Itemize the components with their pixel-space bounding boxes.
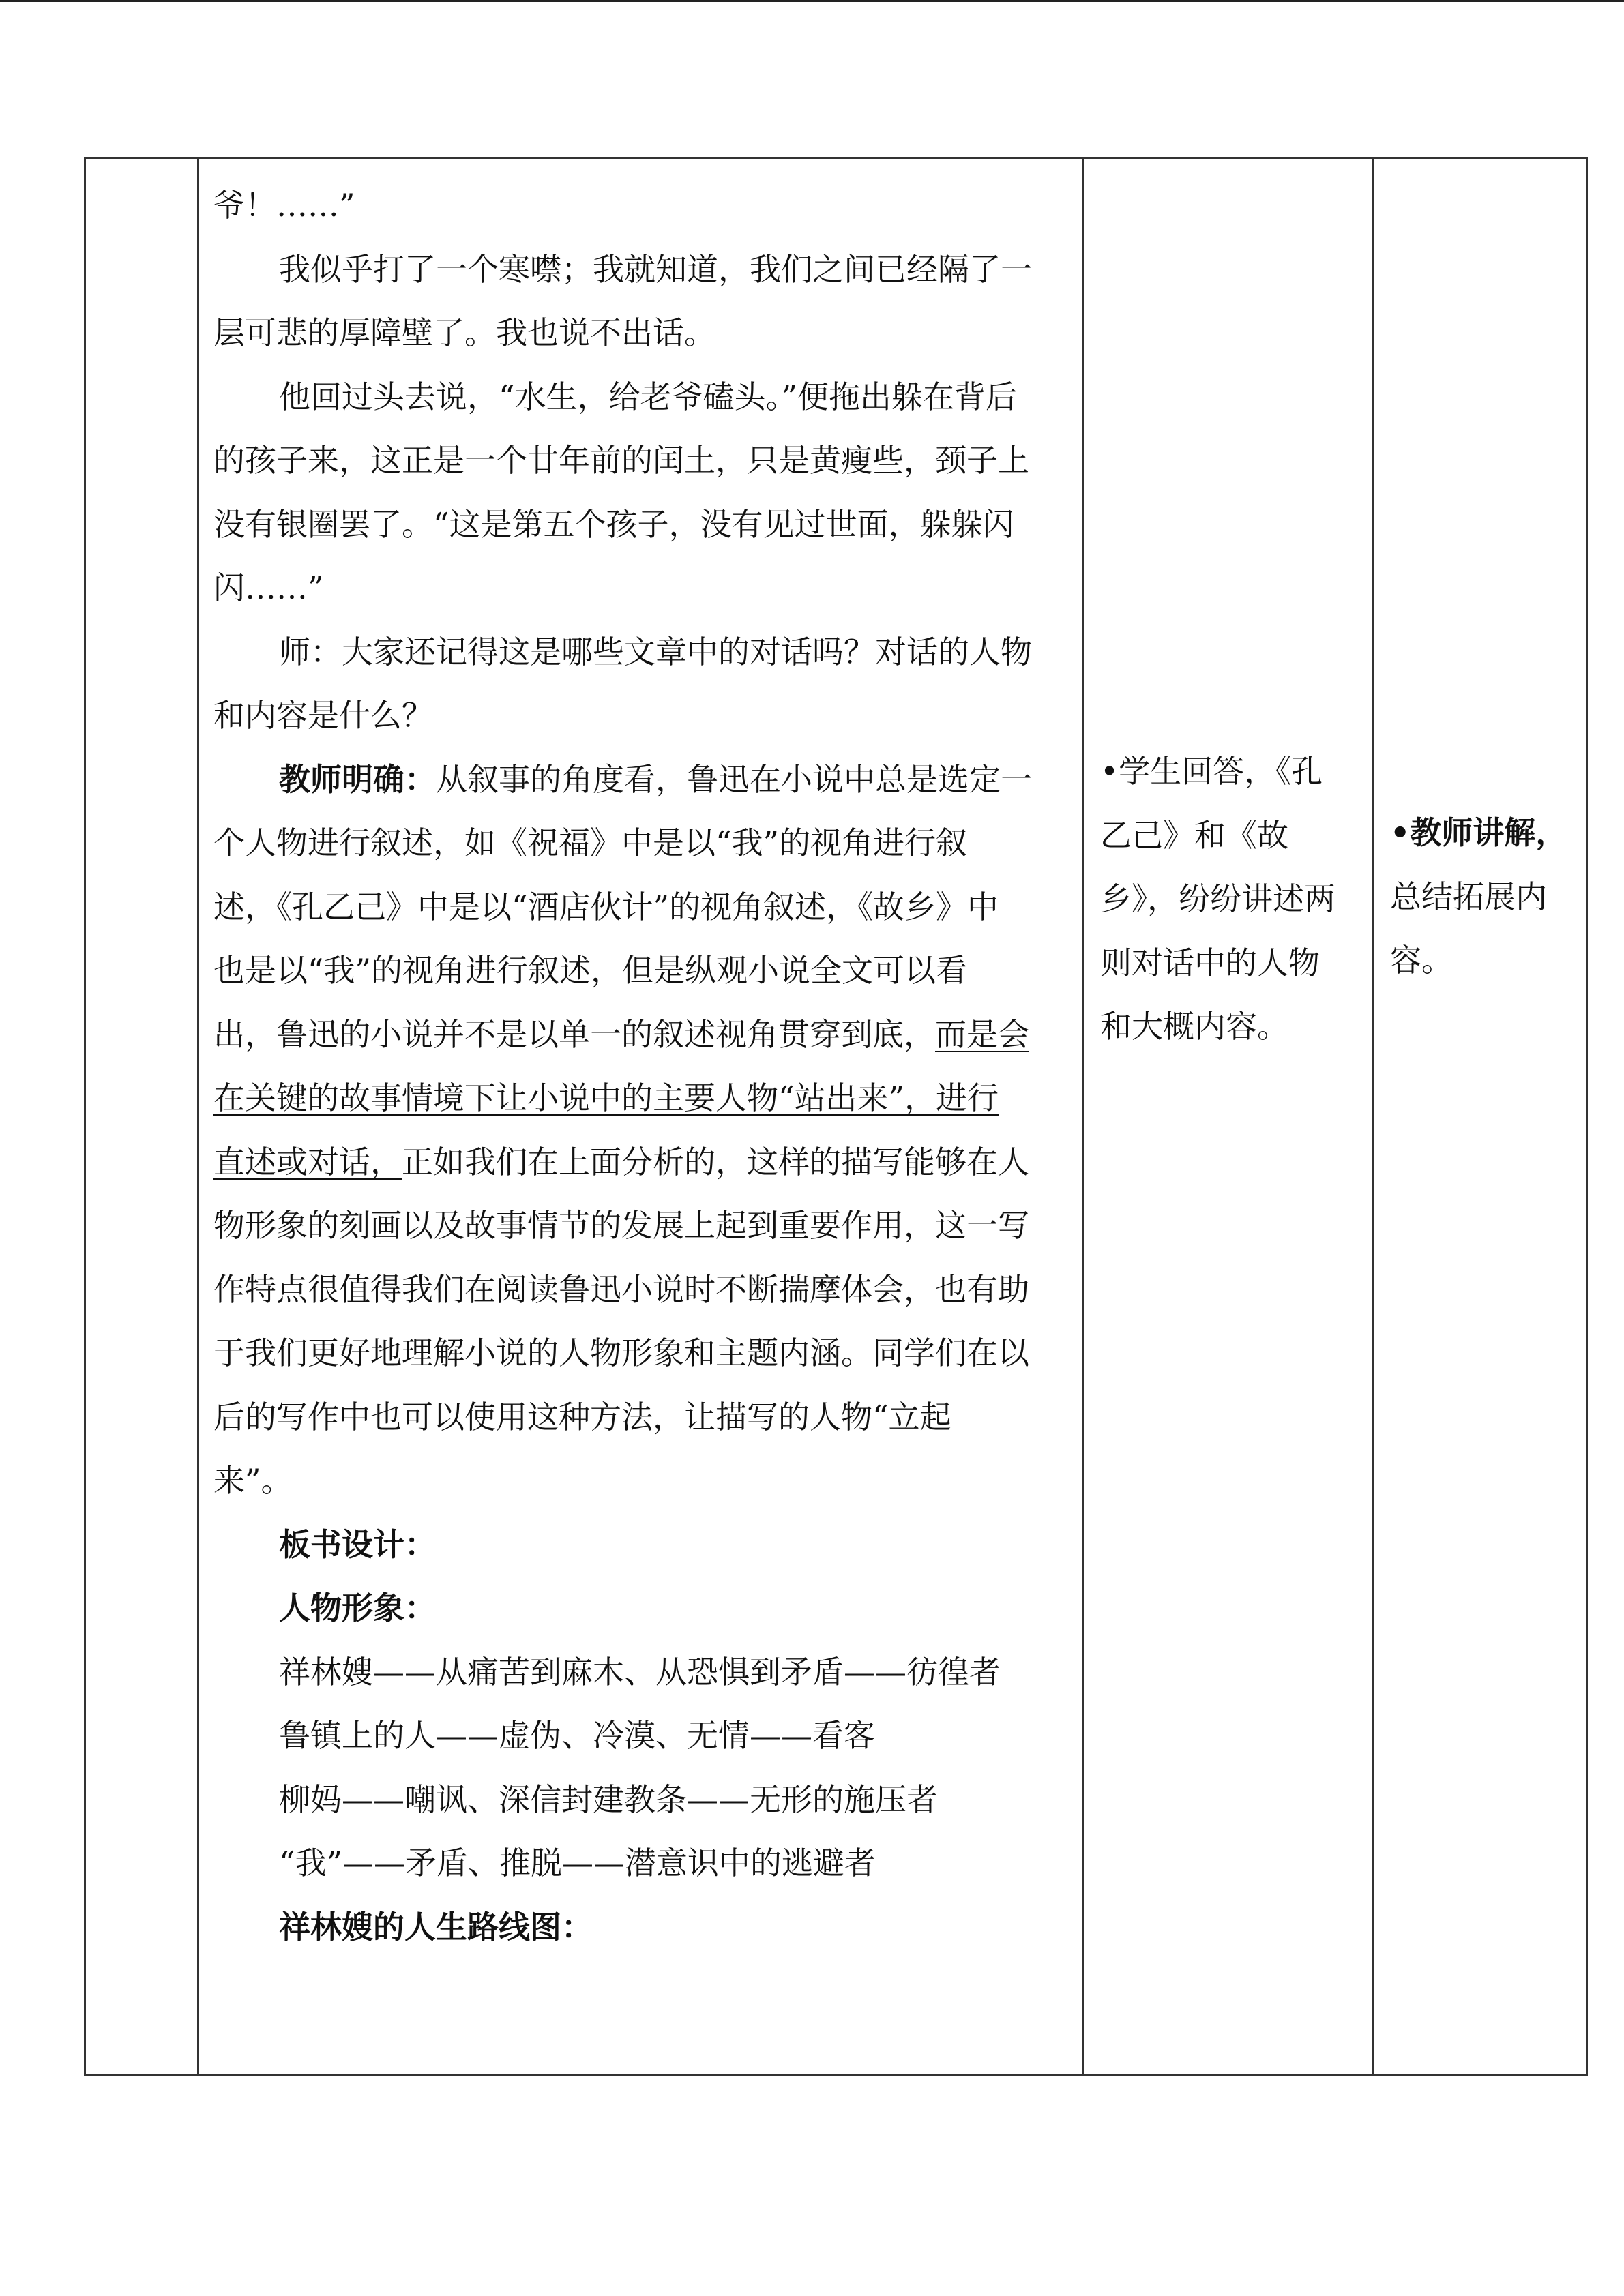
text-line: 爷！……” xyxy=(213,187,355,224)
text-line: 师：大家还记得这是哪些文章中的对话吗？对话的人物 xyxy=(279,633,1032,670)
blackboard-design-heading: 板书设计： xyxy=(279,1525,436,1563)
character-image-heading: 人物形象： xyxy=(279,1590,436,1626)
teacher-clarification-label: 教师明确： xyxy=(279,760,436,798)
teaching-content-cell xyxy=(198,159,1083,2074)
teacher-activity-line: 总结拓展内 xyxy=(1390,878,1547,915)
text-line: 我似乎打了一个寒噤；我就知道，我们之间已经隔了一 xyxy=(279,250,1032,288)
text-line: 来”。 xyxy=(213,1462,293,1499)
student-activity-line: 乙己》和《故 xyxy=(1100,816,1288,854)
text-line: 没有银圈罢了。“这是第五个孩子，没有见过世面，躲躲闪 xyxy=(213,505,1014,543)
teacher-clarification-line xyxy=(213,748,1068,812)
text-line: 层可悲的厚障壁了。我也说不出话。 xyxy=(213,314,715,351)
underlined-text: 而是会 xyxy=(935,1015,1029,1053)
character-line: “我”——矛盾、推脱——潜意识中的逃避者 xyxy=(279,1845,876,1881)
life-route-heading: 祥林嫂的人生路线图： xyxy=(279,1908,593,1945)
text-line xyxy=(213,1131,1068,1195)
underlined-text: 直述或对话， xyxy=(213,1143,402,1180)
text-line: 的孩子来，这正是一个廿年前的闰土，只是黄瘦些，颈子上 xyxy=(213,442,1029,479)
text-line: 也是以“我”的视角进行叙述，但是纵观小说全文可以看 xyxy=(213,952,968,989)
text-span: 正如我们在上面分析的，这样的描写能够在人 xyxy=(402,1143,1029,1180)
text-line: 物形象的刻画以及故事情节的发展上起到重要作用，这一写 xyxy=(213,1207,1029,1244)
teacher-activity-line: 容。 xyxy=(1390,942,1453,979)
text-span: 从叙事的角度看，鲁迅在小说中总是选定一 xyxy=(436,760,1032,798)
student-activity-line: •学生回答，《孔 xyxy=(1100,753,1323,790)
text-line: 后的写作中也可以使用这种方法，让描写的人物“立起 xyxy=(213,1398,951,1435)
text-line: 闪……” xyxy=(213,569,324,606)
page-top-rule xyxy=(0,0,1624,2)
text-line: 他回过头去说，“水生，给老爷磕头。”便拖出躲在背后 xyxy=(279,378,1018,415)
text-line xyxy=(213,1003,1068,1067)
text-line xyxy=(213,1067,1068,1131)
underlined-text: 在关键的故事情境下让小说中的主要人物“站出来”，进行 xyxy=(213,1079,999,1116)
text-line: 于我们更好地理解小说的人物形象和主题内涵。同学们在以 xyxy=(213,1335,1029,1371)
text-line: 和内容是什么？ xyxy=(213,697,433,734)
lesson-plan-table xyxy=(84,157,1588,2076)
text-line: 作特点很值得我们在阅读鲁迅小说时不断揣摩体会，也有助 xyxy=(213,1270,1029,1308)
teacher-activity-cell xyxy=(1375,159,1588,2074)
student-activity-cell xyxy=(1085,159,1373,2074)
teacher-activity-line: •教师讲解， xyxy=(1390,814,1567,851)
student-activity-line: 乡》，纷纷讲述两 xyxy=(1100,880,1335,917)
character-line: 柳妈——嘲讽、深信封建教条——无形的施压者 xyxy=(279,1780,938,1818)
student-activity-line: 则对话中的人物 xyxy=(1100,944,1320,981)
text-line: 述，《孔乙己》中是以“酒店伙计”的视角叙述，《故乡》中 xyxy=(213,888,999,925)
character-line: 祥林嫂——从痛苦到麻木、从恐惧到矛盾——彷徨者 xyxy=(279,1653,1001,1690)
text-line: 个人物进行叙述，如《祝福》中是以“我”的视角进行叙 xyxy=(213,824,968,861)
character-line: 鲁镇上的人——虚伪、冷漠、无情——看客 xyxy=(279,1717,875,1754)
text-span: 出，鲁迅的小说并不是以单一的叙述视角贯穿到底， xyxy=(213,1015,935,1053)
student-activity-line: 和大概内容。 xyxy=(1100,1008,1288,1045)
